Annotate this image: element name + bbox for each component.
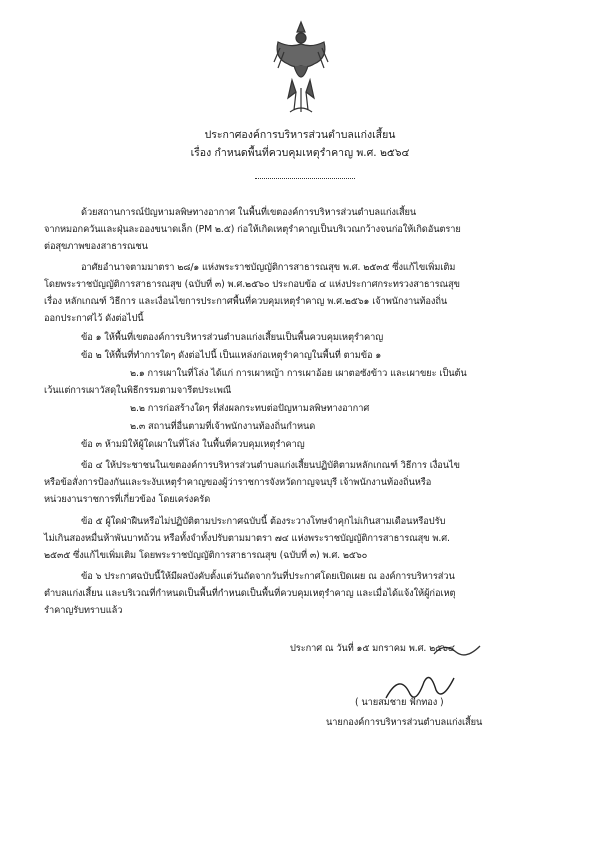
announcement-title: ประกาศองค์การบริหารส่วนตำบลแก่งเสี้ยน [204,129,396,141]
clause-5-line2: ไม่เกินสองหมื่นห้าพันบาทถ้วน หรือทั้งจำทั้งปรับตามมาตรา ๗๔ แห่งพระราชบัญญัติการสาธารณสุข พ.ศ. [44,533,450,544]
clause-4-line2: หรือข้อสั่งการป้องกันและระงับเหตุรำคาญของผู้ว่าราชการจังหวัดกาญจนบุรี เจ้าพนักงานท้องถิ่นหรือ [44,477,432,488]
clause-6-line1: ข้อ ๖ ประกาศฉบับนี้ให้มีผลบังคับตั้งแต่วันถัดจากวันที่ประกาศโดยเปิดเผย ณ องค์การบริหารส่วน [81,571,455,582]
clause-2: ข้อ ๒ ให้พื้นที่ทำการใดๆ ดังต่อไปนี้ เป็นแหล่งก่อเหตุรำคาญในพื้นที่ ตามข้อ ๑ [81,350,382,361]
signer-name: ( นายสมชาย ฟักทอง ) [355,697,444,708]
paragraph-intro-line2: จากหมอกควันและฝุ่นละอองขนาดเล็ก (PM ๒.๕) ก่อให้เกิดเหตุรำคาญเป็นบริเวณกว้างจนก่อให้เกิดอันตราย [44,224,461,235]
signer-title: นายกองค์การบริหารส่วนตำบลแก่งเสี้ยน [326,717,483,728]
paragraph-authority-line4: ออกประกาศไว้ ดังต่อไปนี้ [44,313,144,324]
paragraph-authority-line2: โดยพระราชบัญญัติการสาธารณสุข (ฉบับที่ ๓) พ.ศ.๒๕๖๐ ประกอบข้อ ๔ แห่งประกาศกระทรวงสาธารณสุข [44,279,460,290]
clause-1: ข้อ ๑ ให้พื้นที่เขตองค์การบริหารส่วนตำบลแก่งเสี้ยนเป็นพื้นควบคุมเหตุรำคาญ [81,332,384,343]
clause-6-line2: ตำบลแก่งเสี้ยน และบริเวณที่กำหนดเป็นพื้นที่กำหนดเป็นพื้นที่ควบคุมเหตุรำคาญ และเมื่อได้แจ้งให้ผู้ก่อเหตุ [44,588,456,599]
announcement-date: ประกาศ ณ วันที่ ๑๕ มกราคม พ.ศ. ๒๕๖๔ [290,643,455,654]
paragraph-intro-line3: ต่อสุขภาพของสาธารณชน [44,241,148,252]
clause-2-3: ๒.๓ สถานที่อื่นตามที่เจ้าพนักงานท้องถิ่นกำหนด [130,421,316,432]
title-divider [255,178,355,179]
paragraph-intro-line1: ด้วยสถานการณ์ปัญหามลพิษทางอากาศ ในพื้นที่เขตองค์การบริหารส่วนตำบลแก่งเสี้ยน [81,207,417,218]
clause-2-2: ๒.๒ การก่อสร้างใดๆ ที่ส่งผลกระทบต่อปัญหามลพิษทางอากาศ [130,403,370,414]
clause-3: ข้อ ๓ ห้ามมิให้ผู้ใดเผาในที่โล่ง ในพื้นที่ควบคุมเหตุรำคาญ [81,439,305,450]
clause-5-line3: ๒๕๓๕ ซึ่งแก้ไขเพิ่มเติม โดยพระราชบัญญัติการสาธารณสุข (ฉบับที่ ๓) พ.ศ. ๒๕๖๐ [44,550,368,561]
paragraph-authority-line3: เรื่อง หลักเกณฑ์ วิธีการ และเงื่อนไขการประกาศพื้นที่ควบคุมเหตุรำคาญ พ.ศ.๒๕๖๑ เจ้าพนักงานท้องถิ่น [44,296,448,307]
clause-5-line1: ข้อ ๕ ผู้ใดฝ่าฝืนหรือไม่ปฏิบัติตามประกาศฉบับนี้ ต้องระวางโทษจำคุกไม่เกินสามเดือนหรือปรับ [81,516,446,527]
paragraph-authority-line1: อาศัยอำนาจตามมาตรา ๒๘/๑ แห่งพระราชบัญญัติการสาธารณสุข พ.ศ. ๒๕๓๕ ซึ่งแก้ไขเพิ่มเติม [81,262,456,273]
garuda-emblem-icon [270,18,332,118]
clause-4-line1: ข้อ ๔ ให้ประชาชนในเขตองค์การบริหารส่วนตำบลแก่งเสี้ยนปฏิบัติตามหลักเกณฑ์ วิธีการ เงื่อนไข [81,460,460,471]
clause-2-1-line1: ๒.๑ การเผาในที่โล่ง ได้แก่ การเผาหญ้า การเผาอ้อย เผาตอซังข้าว และเผาขยะ เป็นต้น [130,368,467,379]
clause-6-line3: รำคาญรับทราบแล้ว [44,605,123,616]
clause-4-line3: หน่วยงานราชการที่เกี่ยวข้อง โดยเคร่งครัด [44,494,211,505]
clause-2-1-line2: เว้นแต่การเผาวัสดุในพิธีกรรมตามจารีตประเพณี [44,385,232,396]
announcement-subject: เรื่อง กำหนดพื้นที่ควบคุมเหตุรำคาญ พ.ศ. ๒๕๖๔ [190,147,410,159]
